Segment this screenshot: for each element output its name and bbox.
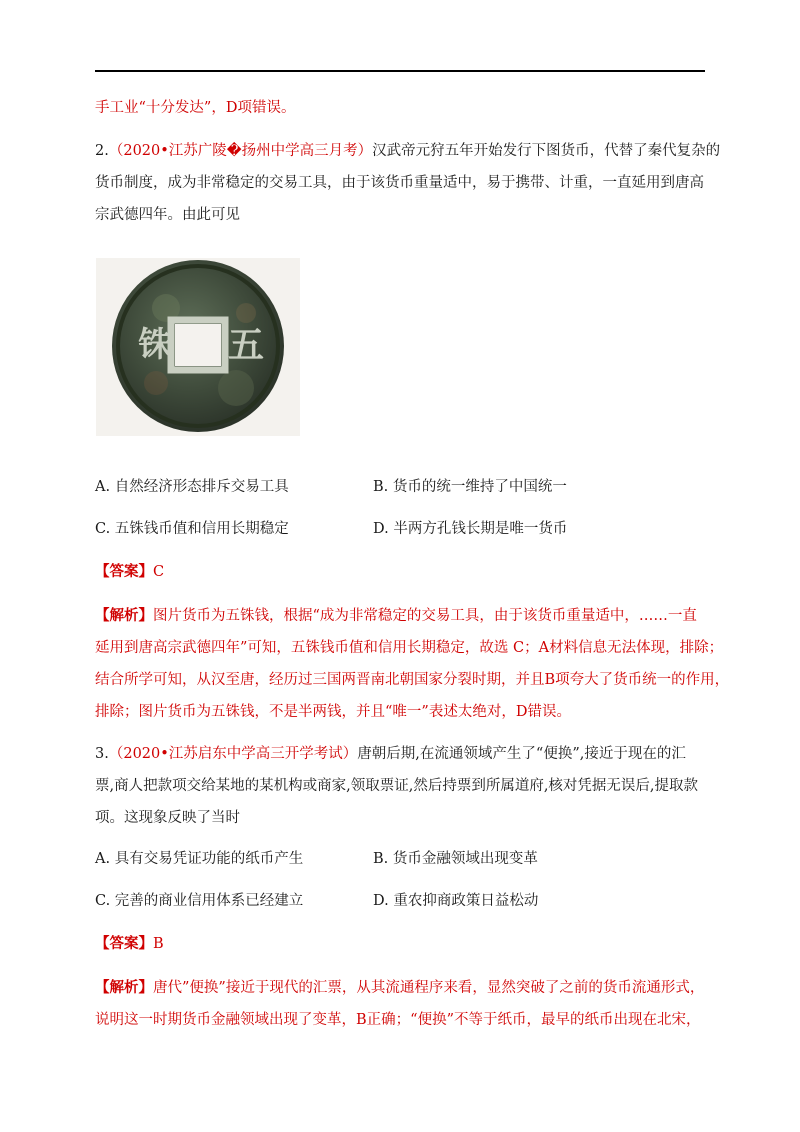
q2-answer — [95, 562, 164, 582]
q2-option-a[interactable]: A. 自然经济形态排斥交易工具 — [95, 479, 289, 495]
answer-value: B — [153, 936, 164, 952]
previous-question-tail: 手工业“十分发达”，D项错误。 — [95, 100, 296, 116]
answer-label: 【答案】 — [95, 563, 153, 580]
coin-char-wu: 五 — [228, 325, 265, 366]
q2-analysis-line-4: 排除；图片货币为五铢钱，不是半两钱，并且“唯一”表述太绝对，D错误。 — [95, 704, 571, 720]
q2-option-c[interactable]: C. 五铢钱币值和信用长期稳定 — [95, 521, 289, 537]
question-source: （2020•江苏启东中学高三开学考试） — [108, 746, 358, 762]
analysis-text: 图片货币为五铢钱，根据“成为非常稳定的交易工具，由于该货币重量适中，……一直 — [153, 608, 697, 624]
q3-option-c[interactable]: C. 完善的商业信用体系已经建立 — [95, 893, 304, 909]
question-3-line-3: 项。这现象反映了当时 — [95, 810, 240, 826]
q3-analysis-line-2: 说明这一时期货币金融领域出现了变革，B正确；“便换”不等于纸币，最早的纸币出现在北宋， — [95, 1012, 701, 1028]
q3-answer — [95, 934, 164, 954]
q3-option-b[interactable]: B. 货币金融领域出现变革 — [373, 851, 538, 867]
coin-char-zhu: 铢 — [138, 325, 172, 365]
analysis-label: 【解析】 — [95, 979, 153, 996]
question-3-line-1 — [95, 744, 686, 764]
question-source: （2020•江苏广陵�扬州中学高三月考） — [108, 143, 373, 159]
q3-option-d[interactable]: D. 重农抑商政策日益松动 — [373, 893, 539, 909]
question-2-line-3: 宗武德四年。由此可见 — [95, 207, 240, 223]
question-number: 3. — [95, 746, 109, 762]
coin-illustration — [96, 258, 300, 436]
question-2-line-2: 货币制度，成为非常稳定的交易工具，由于该货币重量适中，易于携带、计重，一直延用到唐高 — [95, 175, 704, 191]
q3-option-a[interactable]: A. 具有交易凭证功能的纸币产生 — [95, 851, 304, 867]
q2-analysis-line-3: 结合所学可知，从汉至唐，经历过三国两晋南北朝国家分裂时期，并且B项夸大了货币统一的作用， — [95, 672, 730, 688]
answer-label: 【答案】 — [95, 935, 153, 952]
q2-option-b[interactable]: B. 货币的统一维持了中国统一 — [373, 479, 567, 495]
header-rule — [95, 70, 705, 72]
question-2-line-1 — [95, 141, 720, 161]
q2-analysis-line-1 — [95, 606, 697, 626]
q3-analysis-line-1 — [95, 978, 704, 998]
wuzhu-coin-image — [96, 258, 300, 436]
question-3-line-2: 票,商人把款项交给某地的某机构或商家,领取票证,然后持票到所属道府,核对凭据无误后,提取款 — [95, 778, 699, 794]
analysis-text: 唐代”便换”接近于现代的汇票，从其流通程序来看，显然突破了之前的货币流通形式， — [153, 980, 705, 996]
q2-analysis-line-2: 延用到唐高宗武德四年”可知，五铢钱币值和信用长期稳定，故选 C；A材料信息无法体现，排除； — [95, 640, 724, 656]
answer-value: C — [153, 564, 165, 580]
question-stem: 唐朝后期,在流通领域产生了“便换”,接近于现在的汇 — [357, 746, 686, 762]
question-number: 2. — [95, 143, 109, 159]
analysis-label: 【解析】 — [95, 607, 153, 624]
question-stem: 汉武帝元狩五年开始发行下图货币，代替了秦代复杂的 — [372, 143, 721, 159]
q2-option-d[interactable]: D. 半两方孔钱长期是唯一货币 — [373, 521, 568, 537]
